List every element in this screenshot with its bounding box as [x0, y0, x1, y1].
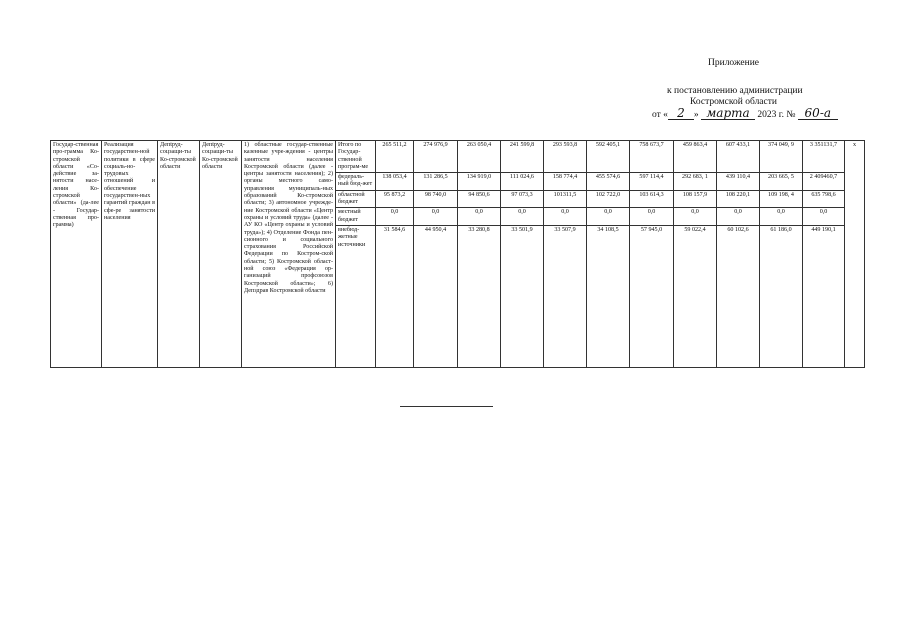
value-cell: 95 873,2: [376, 190, 414, 208]
value-cell: 134 919,0: [458, 173, 501, 191]
value-cell: 592 405,1: [587, 141, 630, 173]
handwritten-month: марта: [701, 108, 755, 120]
value-cell: 158 774,4: [544, 173, 587, 191]
goal-cell: Реализация государствен-ной политики в сфере социаль-но-трудовых отношений и обеспечение государствен-ных гарантий граждан в сфе-ре занятости населения: [102, 141, 158, 368]
value-cell: 31 584,6: [376, 225, 414, 367]
value-cell: 59 022,4: [674, 225, 717, 367]
handwritten-day: 2: [668, 108, 694, 120]
value-cell: 109 198, 4: [760, 190, 803, 208]
target-indicator-cell: х: [845, 141, 865, 368]
value-cell: 131 286,5: [414, 173, 458, 191]
source-label-cell: местный бюджет: [336, 208, 376, 226]
program-funding-table: [50, 140, 865, 368]
value-cell: 0,0: [760, 208, 803, 226]
source-label-cell: федераль-ный бюд-жет: [336, 173, 376, 191]
source-label-cell: Итого по Государ-ственной програм-ме: [336, 141, 376, 173]
value-cell: 0,0: [587, 208, 630, 226]
value-cell: 101311,5: [544, 190, 587, 208]
value-cell: 102 722,0: [587, 190, 630, 208]
table-row: [51, 141, 865, 173]
total-cell: 449 190,1: [803, 225, 845, 367]
year-number-label: 2023 г. №: [757, 110, 796, 120]
value-cell: 0,0: [501, 208, 544, 226]
value-cell: 0,0: [544, 208, 587, 226]
end-divider: [400, 406, 493, 407]
value-cell: 97 073,3: [501, 190, 544, 208]
value-cell: 241 599,8: [501, 141, 544, 173]
value-cell: 455 574,6: [587, 173, 630, 191]
value-cell: 33 507,9: [544, 225, 587, 367]
value-cell: 33 501,9: [501, 225, 544, 367]
date-mid: »: [693, 110, 699, 120]
resolution-line: к постановлению администрации: [667, 86, 803, 96]
value-cell: 203 665, 5: [760, 173, 803, 191]
value-cell: 108 220,1: [717, 190, 760, 208]
value-cell: 103 614,3: [630, 190, 674, 208]
total-cell: 3 351131,7: [803, 141, 845, 173]
value-cell: 0,0: [414, 208, 458, 226]
participants-cell: 1) областные государ-ственные казенные учре-ждения - центры занятости населения Костромской области (далее - центры занятости населения); 2) органы местного само-управления муниципаль-ных образований Ко-стромской области; 3) автономное учрежде-ние Костромской области «Центр охраны и условий труда» (далее - АУ КО «Центр охраны и условий труда»); 4) Отделение Фонда пен-сионного и социального страхования Российской Федерации по Костром-ской области; 5) Костромской област-ной союз «Федерация ор-ганизаций профсоюзов Костромской области»; 6) Депздрав Костромской области: [242, 141, 336, 368]
value-cell: 0,0: [717, 208, 760, 226]
value-cell: 138 053,4: [376, 173, 414, 191]
coordinator-cell: Депtруд-соцзащи-ты Ко-стромской области: [158, 141, 200, 368]
value-cell: 274 976,9: [414, 141, 458, 173]
value-cell: 108 157,9: [674, 190, 717, 208]
value-cell: 597 114,4: [630, 173, 674, 191]
value-cell: 0,0: [376, 208, 414, 226]
value-cell: 607 433,1: [717, 141, 760, 173]
value-cell: 292 683, 1: [674, 173, 717, 191]
value-cell: 61 186,0: [760, 225, 803, 367]
value-cell: 0,0: [630, 208, 674, 226]
value-cell: 57 945,0: [630, 225, 674, 367]
value-cell: 34 108,5: [587, 225, 630, 367]
value-cell: 439 110,4: [717, 173, 760, 191]
total-cell: 2 409460,7: [803, 173, 845, 191]
value-cell: 60 102,6: [717, 225, 760, 367]
value-cell: 111 024,6: [501, 173, 544, 191]
region-line: Костромской области: [690, 97, 777, 107]
program-name-cell: Государ-ственная про-грамма Ко-стромской области «Со-действие за-нятости насе-ления Ко-стромской области» (да-лее - Государ-ственная про-грамма): [51, 141, 102, 368]
source-label-cell: областной бюджет: [336, 190, 376, 208]
value-cell: 263 050,4: [458, 141, 501, 173]
date-prefix: от «: [652, 110, 668, 120]
executor-cell: Депtруд-соцзащи-ты Ко-стромской области: [200, 141, 242, 368]
value-cell: 374 049, 9: [760, 141, 803, 173]
value-cell: 33 280,8: [458, 225, 501, 367]
handwritten-number: 60-а: [798, 108, 838, 120]
value-cell: 0,0: [458, 208, 501, 226]
appendix-title: Приложение: [708, 58, 759, 68]
source-label-cell: внебюд-жетные источники: [336, 225, 376, 367]
value-cell: 98 740,0: [414, 190, 458, 208]
value-cell: 758 673,7: [630, 141, 674, 173]
value-cell: 44 950,4: [414, 225, 458, 367]
value-cell: 293 593,8: [544, 141, 587, 173]
value-cell: 94 850,6: [458, 190, 501, 208]
value-cell: 459 863,4: [674, 141, 717, 173]
total-cell: 0,0: [803, 208, 845, 226]
total-cell: 635 798,6: [803, 190, 845, 208]
value-cell: 265 511,2: [376, 141, 414, 173]
date-number-line: [652, 108, 838, 121]
value-cell: 0,0: [674, 208, 717, 226]
